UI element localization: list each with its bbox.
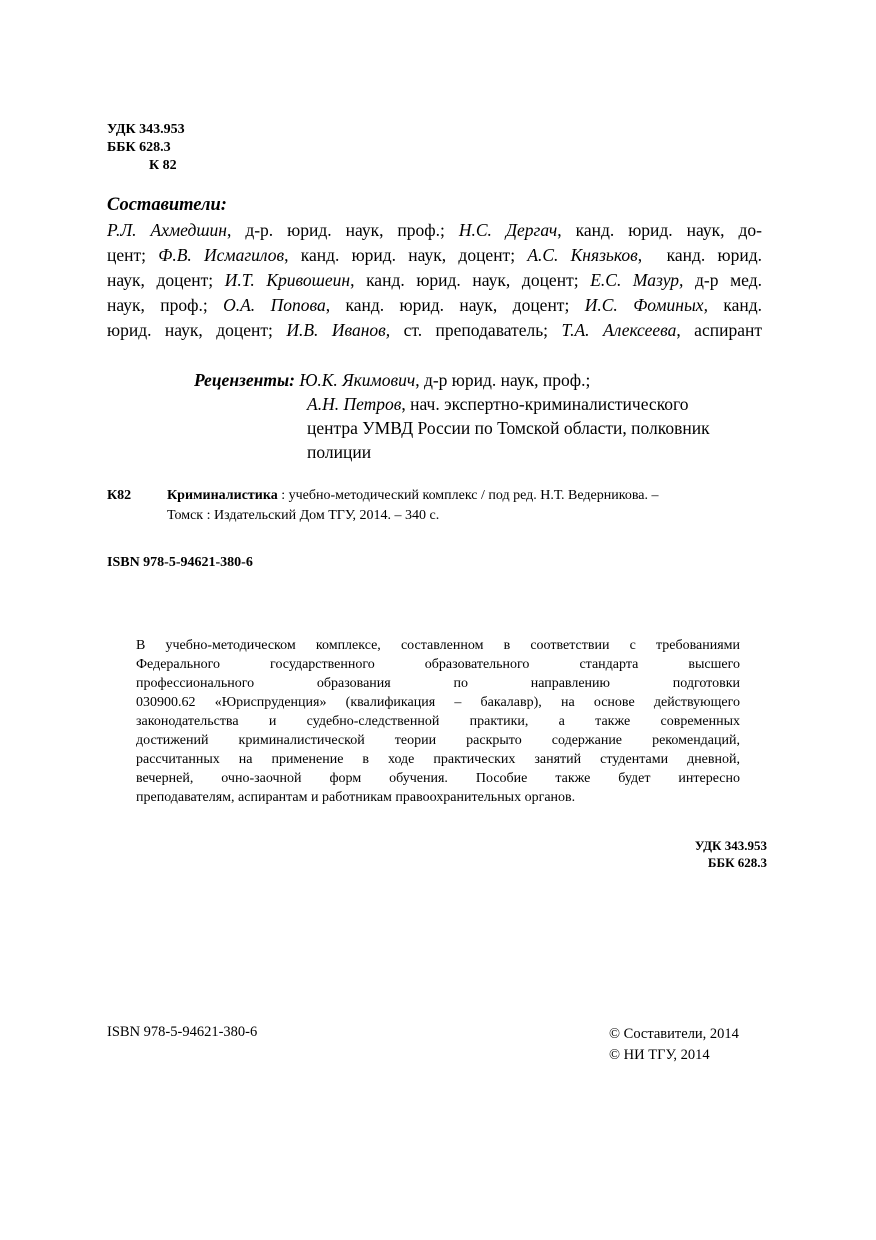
compilers-line-5 xyxy=(107,318,762,343)
isbn-bottom: ISBN 978-5-94621-380-6 xyxy=(107,1024,258,1040)
author-mark: К 82 xyxy=(149,158,177,173)
copyright-publisher: © НИ ТГУ, 2014 xyxy=(609,1047,710,1063)
compiler-credentials: наук, доцент; xyxy=(107,270,225,290)
bibliographic-line-1: : учебно-методический комплекс / под ред. Н.Т. Ведерникова. – xyxy=(277,488,659,503)
compiler-credentials: , канд. юрид. xyxy=(637,245,762,265)
bbk-code-right: ББК 628.3 xyxy=(707,855,767,870)
compiler-name: И.С. Фоминых, xyxy=(584,295,708,315)
compilers-line-2 xyxy=(107,243,762,268)
reviewer-1 xyxy=(194,368,710,392)
bbk-code: ББК 628.3 xyxy=(107,140,171,155)
reviewer-2-line-3: полиции xyxy=(307,442,372,462)
compiler-credentials: , канд. юрид. наук, доцент; xyxy=(350,270,591,290)
annotation-line: рассчитанных на применение в ходе практических занятий студентами дневной, xyxy=(136,752,740,767)
compiler-name: Т.А. Алексеева xyxy=(561,320,677,340)
classification-codes-right xyxy=(695,837,767,871)
reviewers-block xyxy=(194,368,710,464)
compiler-name: И.В. Иванов, xyxy=(286,320,391,340)
compiler-credentials: , д-р. юрид. наук, проф.; xyxy=(226,220,459,240)
compilers-line-3 xyxy=(107,268,762,293)
reviewer-2-line-2: центра УМВД России по Томской области, полковник xyxy=(307,418,710,438)
reviewer-1-title: , д-р юрид. наук, проф.; xyxy=(415,370,591,390)
compiler-credentials: , канд. юрид. наук, доцент; xyxy=(325,295,585,315)
isbn-top: ISBN 978-5-94621-380-6 xyxy=(107,555,253,570)
compiler-credentials: канд. xyxy=(707,295,763,315)
annotation-line: вечерней, очно-заочной форм обучения. Пособие также будет интересно xyxy=(136,771,740,786)
bibliographic-line-2: Томск : Издательский Дом ТГУ, 2014. – 340 с. xyxy=(167,508,440,523)
compilers-line-1 xyxy=(107,218,762,243)
compilers-list xyxy=(107,218,767,343)
annotation-line: достижений криминалистической теории раскрыто содержание рекомендаций, xyxy=(136,733,740,748)
compiler-name: Р.Л. Ахмедшин xyxy=(107,220,227,240)
copyright-block xyxy=(609,1024,739,1066)
compiler-credentials: д-р мед. xyxy=(683,270,763,290)
udk-code-right: УДК 343.953 xyxy=(694,838,767,853)
compiler-name: И.Т. Кривошеин xyxy=(224,270,351,290)
reviewer-2 xyxy=(194,392,710,416)
book-title: Криминалистика xyxy=(167,488,278,503)
compiler-credentials: , канд. юрид. наук, доцент; xyxy=(284,245,528,265)
compiler-credentials: , аспирант xyxy=(676,320,762,340)
reviewer-2-title: , нач. экспертно-криминалистического xyxy=(401,394,689,414)
compiler-credentials: , канд. юрид. наук, до- xyxy=(557,220,762,240)
annotation-line: В учебно-методическом комплексе, составленном в соответствии с требованиями xyxy=(136,638,740,653)
reviewers-heading: Рецензенты: xyxy=(194,370,295,390)
reviewer-2-name: А.Н. Петров xyxy=(307,394,402,414)
annotation-line: Федерального государственного образовательного стандарта высшего xyxy=(136,657,740,672)
compiler-name: Н.С. Дергач xyxy=(458,220,558,240)
bibliographic-code: К82 xyxy=(107,488,132,503)
annotation-line: 030900.62 «Юриспруденция» (квалификация – бакалавр), на основе действующего xyxy=(136,695,740,710)
reviewer-1-name: Ю.К. Якимович xyxy=(299,370,416,390)
compiler-name: Е.С. Мазур, xyxy=(590,270,684,290)
annotation-line: профессионального образования по направлению подготовки xyxy=(136,676,740,691)
compilers-heading: Составители: xyxy=(107,195,227,215)
compiler-name: Ф.В. Исмагилов xyxy=(158,245,285,265)
compiler-name: А.С. Князьков xyxy=(527,245,638,265)
annotation-line: законодательства и судебно-следственной практики, а также современных xyxy=(136,714,740,729)
bibliographic-description xyxy=(167,486,767,526)
compiler-credentials: ст. преподаватель; xyxy=(390,320,562,340)
annotation xyxy=(136,636,740,807)
annotation-line: преподавателям, аспирантам и работникам правоохранительных органов. xyxy=(136,790,576,805)
compiler-credentials: юрид. наук, доцент; xyxy=(107,320,287,340)
compiler-credentials: наук, проф.; xyxy=(107,295,224,315)
compiler-credentials: цент; xyxy=(107,245,159,265)
classification-codes xyxy=(107,121,185,175)
udk-code: УДК 343.953 xyxy=(107,122,185,137)
compiler-name: О.А. Попова xyxy=(223,295,326,315)
copyright-compilers: © Составители, 2014 xyxy=(609,1026,739,1042)
compilers-line-4 xyxy=(107,293,762,318)
